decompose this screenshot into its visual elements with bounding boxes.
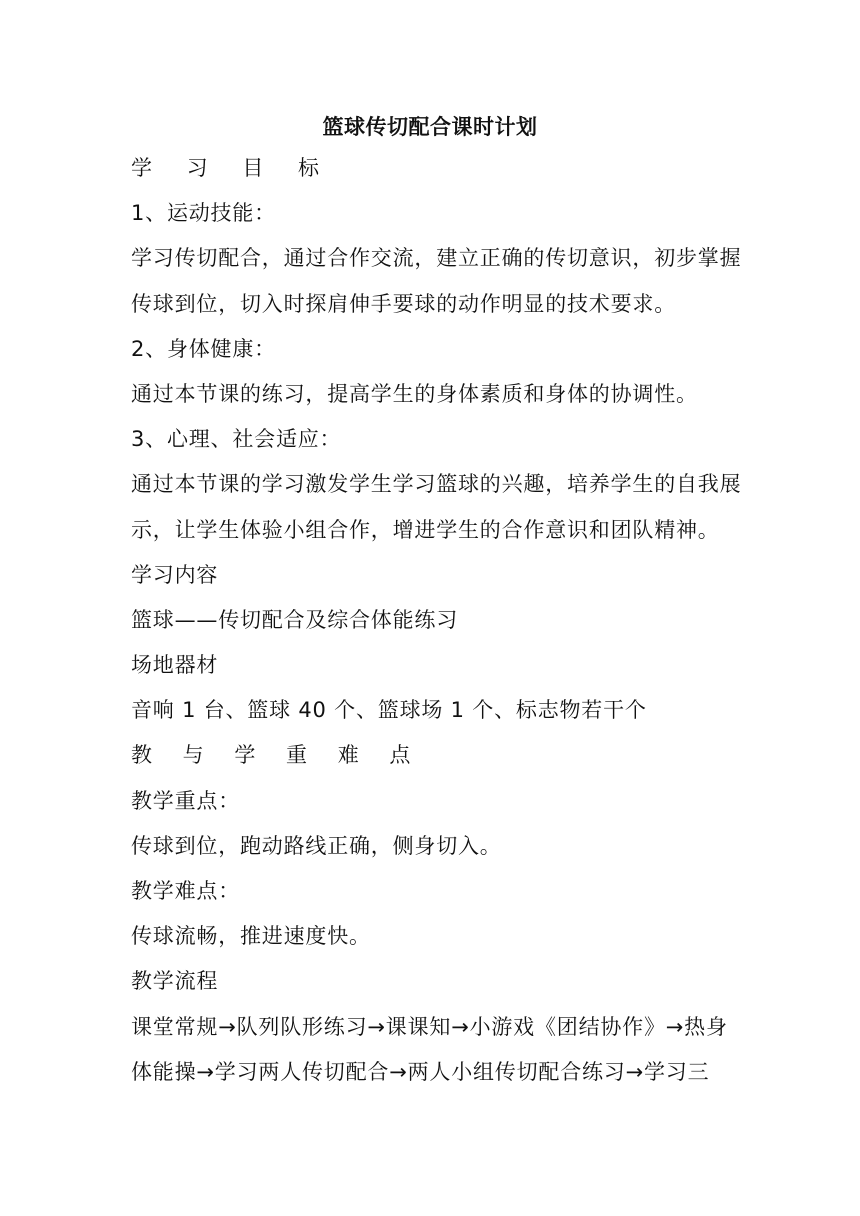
subheading-difficult-points: 教学难点： [131, 879, 240, 903]
paragraph-line: 传球流畅，推进速度快。 [131, 924, 371, 949]
paragraph-line: 示，让学生体验小组合作，增进学生的合作意识和团队精神。 [131, 517, 720, 542]
paragraph-line: 传球到位，跑动路线正确，侧身切入。 [131, 833, 502, 858]
heading-key-difficult-points: 教 与 学 重 难 点 [131, 743, 423, 768]
paragraph-line: 通过本节课的练习，提高学生的身体素质和身体的协调性。 [131, 381, 698, 406]
subheading-physical-health: 2、身体健康： [131, 336, 276, 361]
heading-learning-content: 学习内容 [131, 562, 219, 587]
paragraph-line: 传球到位，切入时探肩伸手要球的动作明显的技术要求。 [131, 291, 676, 316]
subheading-key-points: 教学重点： [131, 788, 240, 813]
paragraph-line: 体能操→学习两人传切配合→两人小组传切配合练习→学习三 [131, 1059, 710, 1084]
heading-learning-goals: 学 习 目 标 [131, 156, 334, 180]
subheading-social-adaptation: 3、心理、社会适应： [131, 427, 342, 452]
heading-equipment: 场地器材 [131, 653, 219, 678]
document-title: 篮球传切配合课时计划 [322, 115, 538, 139]
paragraph-line: 通过本节课的学习激发学生学习篮球的兴趣，培养学生的自我展 [131, 472, 742, 497]
paragraph-line: 学习传切配合，通过合作交流，建立正确的传切意识，初步掌握 [131, 246, 742, 271]
paragraph-line: 篮球——传切配合及综合体能练习 [131, 607, 458, 632]
heading-teaching-process: 教学流程 [131, 969, 219, 994]
subheading-motor-skills: 1、运动技能： [131, 201, 276, 226]
paragraph-line: 课堂常规→队列队形练习→课课知→小游戏《团结协作》→热身 [131, 1014, 728, 1039]
paragraph-line: 音响 1 台、篮球 40 个、篮球场 1 个、标志物若干个 [131, 698, 647, 723]
document-body [131, 153, 741, 1102]
